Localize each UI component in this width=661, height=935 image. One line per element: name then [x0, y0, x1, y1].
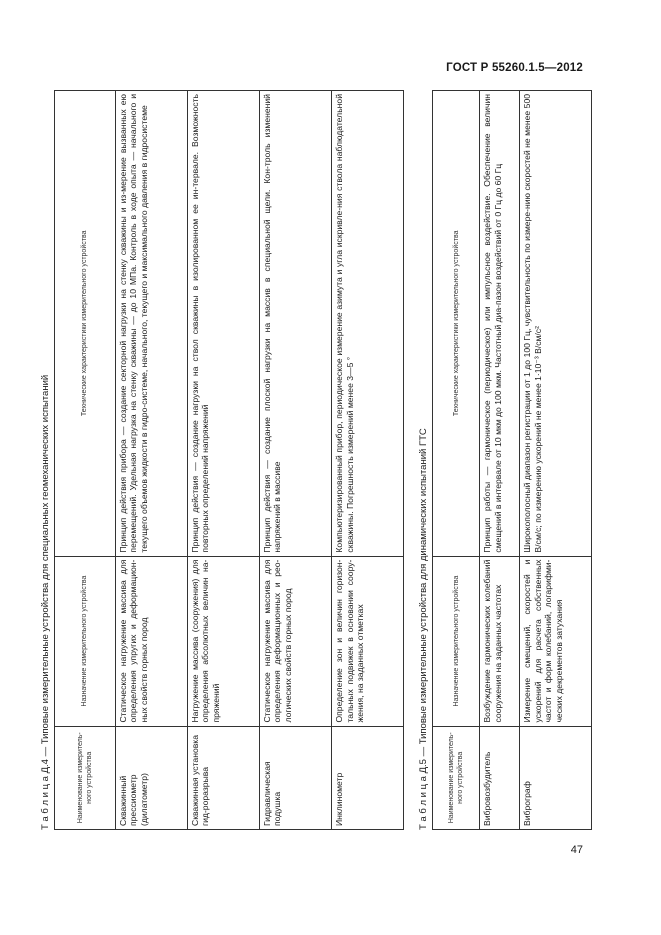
cell-name: Вибровозбудитель — [480, 726, 520, 829]
table4-col-purpose: Назначение измерительного устройства — [55, 556, 116, 726]
cell-purpose: Нагружение массива (сооружения) для определения абсолютных величин на-пряжений — [187, 556, 259, 726]
cell-name: Гидравлическая подушка — [259, 726, 331, 829]
table5-col-spec: Технические характеристики измерительного устройства — [433, 91, 480, 557]
table5-caption: Т а б л и ц а Д.5 — Типовые измерительные устройства для динамических испытаний ГТС — [418, 428, 429, 830]
table-row — [480, 91, 520, 830]
cell-spec: Принцип действия — создание плоской нагрузки на массив в специальной щели. Кон-троль изменений напряжений в массиве — [259, 91, 331, 557]
table5-col-name: Наименование измеритель-ного устройства — [433, 726, 480, 829]
table4-header-row — [55, 91, 116, 830]
cell-spec: Принцип работы — гармоническое (периодическое) или импульсное воздействие. Обеспечение величин смещений в интервале от 10 мкм до 100 мкм. Частотный диа-пазон воздействий от 0 Гц до 60 Гц — [480, 91, 520, 557]
table-row — [519, 91, 591, 830]
cell-purpose: Определение зон и величин горизон-тальных подвижек в основании соору-жения, на заданных отметках — [331, 556, 403, 726]
cell-spec: Принцип действия прибора — создание секторной нагрузки на стенку скважины и из-мерение вызванных ею перемещений. Удельная нагрузка на стенку скважины — до 10 МПа. Контроль в ходе опыта — начального и текущего объемов жидкости в гидро-системе, начального, текущего и максимального давления в гидросистеме — [115, 91, 187, 557]
cell-name: Виброграф — [519, 726, 591, 829]
cell-name: Скважинный прессиометр (дилатометр) — [115, 726, 187, 829]
cell-name: Инклинометр — [331, 726, 403, 829]
table-row — [187, 91, 259, 830]
cell-name: Скважинная установка гид-роразрыва — [187, 726, 259, 829]
cell-purpose: Статическое нагружение массива для определения упругих и деформацион-ных свойств горных пород — [115, 556, 187, 726]
cell-purpose: Статическое нагружение массива для определения деформационных и рео-логических свойств горных пород — [259, 556, 331, 726]
table4 — [54, 90, 404, 830]
cell-spec: Компьютеризированный прибор, периодическое измерение азимута и угла искривле-ния ствола наблюдательной скважины. Погрешность измерений менее 3—5 ° — [331, 91, 403, 557]
table-row — [115, 91, 187, 830]
table4-col-name: Наименование измеритель-ного устройства — [55, 726, 116, 829]
page-number: 47 — [570, 844, 583, 856]
cell-purpose: Измерение смещений, скоростей и ускорений для расчета собственных частот и форм колебаний, логарифми-ческих декрементов затухания — [519, 556, 591, 726]
table-row — [331, 91, 403, 830]
cell-purpose: Возбуждение гармонических колебаний сооружения на заданных частотах — [480, 556, 520, 726]
table4-col-spec: Технические характеристики измерительного устройства — [55, 91, 116, 557]
table4-caption: Т а б л и ц а Д.4 — Типовые измерительные устройства для специальных геомеханических испытаний — [40, 374, 51, 830]
table5 — [432, 90, 592, 830]
table5-col-purpose: Назначение измерительного устройства — [433, 556, 480, 726]
cell-spec: Широкополосный диапазон регистрации от 1 до 100 Гц, чувствительность по измере-нию скоростей не менее 500 В/см/с; по измерению ускорений не менее 1·10⁻³ В/см/с² — [519, 91, 591, 557]
table-row — [259, 91, 331, 830]
document-code: ГОСТ Р 55260.1.5—2012 — [446, 62, 583, 74]
table5-header-row — [433, 91, 480, 830]
rotated-content — [40, 90, 600, 830]
cell-spec: Принцип действия — создание нагрузки на ствол скважины в изолированном ее ин-тервале. Возможность повторных определений напряжений — [187, 91, 259, 557]
